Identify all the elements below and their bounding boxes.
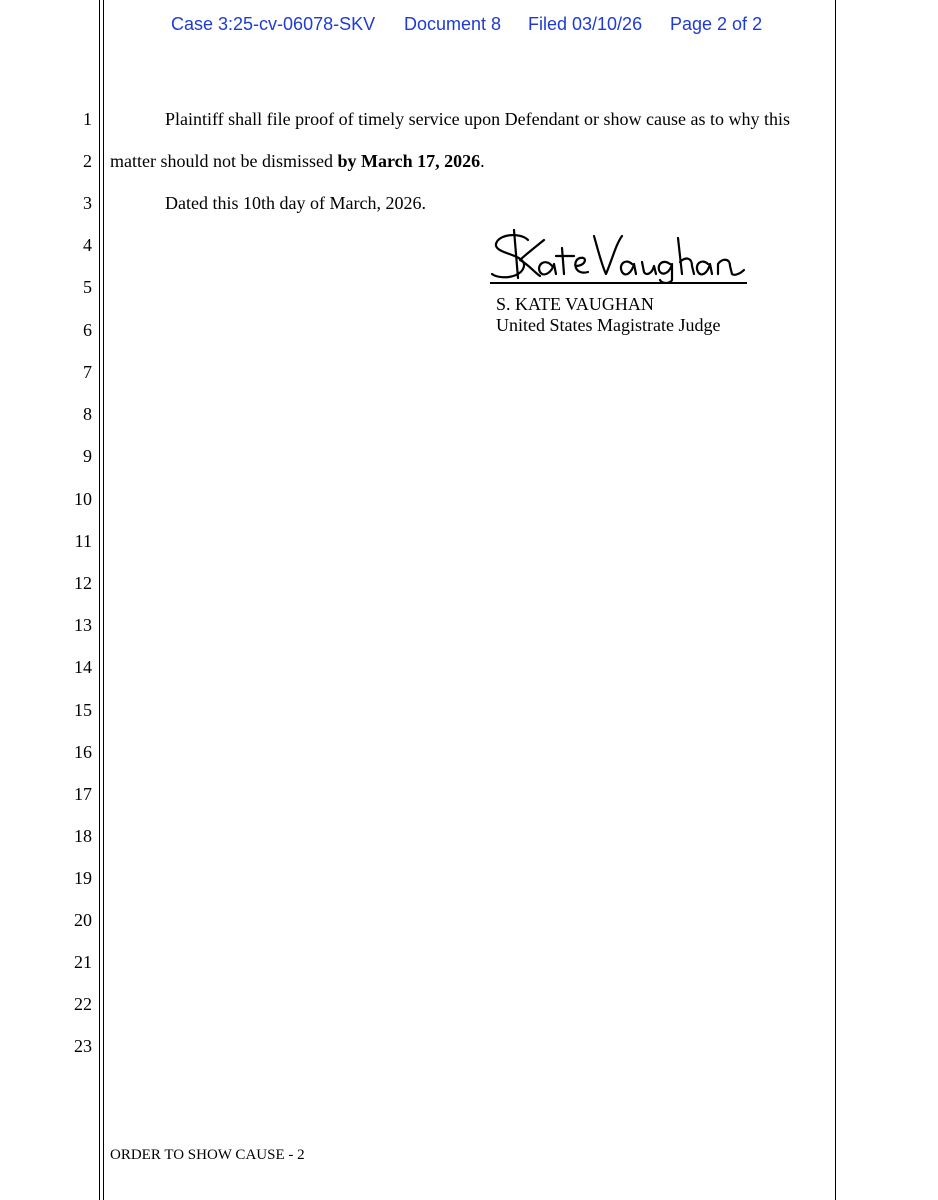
judge-name: S. KATE VAUGHAN [496, 294, 654, 314]
dated-line: Dated this 10th day of March, 2026. [165, 193, 426, 213]
order-paragraph-line-1: Plaintiff shall file proof of timely service upon Defendant or show cause as to why this [165, 109, 791, 129]
ecf-page-count: Page 2 of 2 [670, 14, 763, 34]
signature-line [490, 282, 747, 284]
left-margin-rule-outer [99, 0, 100, 1200]
deadline-date: by March 17, 2026 [337, 151, 481, 171]
line-number: 14 [74, 657, 92, 677]
order-text-period: . [480, 151, 485, 171]
line-number: 9 [83, 446, 92, 466]
line-number: 19 [74, 868, 92, 888]
line-number: 22 [74, 994, 92, 1014]
handwritten-signature [490, 226, 752, 284]
signature-block [490, 226, 760, 335]
line-number: 20 [74, 910, 92, 930]
line-number: 16 [74, 742, 92, 762]
line-number: 1 [83, 109, 92, 129]
line-number: 17 [74, 784, 92, 804]
ecf-case-number: Case 3:25-cv-06078-SKV [171, 14, 376, 34]
line-number: 12 [74, 573, 92, 593]
order-text: matter should not be dismissed [110, 151, 338, 171]
line-number: 18 [74, 826, 92, 846]
pleading-line-numbers [0, 0, 92, 1200]
ecf-filed-date: Filed 03/10/26 [528, 14, 643, 34]
line-number: 7 [83, 362, 92, 382]
line-number: 15 [74, 700, 92, 720]
judge-title: United States Magistrate Judge [496, 315, 721, 335]
line-number: 11 [74, 531, 92, 551]
line-number: 2 [83, 151, 92, 171]
line-number: 13 [74, 615, 92, 635]
line-number: 6 [83, 320, 92, 340]
footer-document-title: ORDER TO SHOW CAUSE - 2 [110, 1147, 305, 1163]
order-paragraph-line-2 [110, 150, 485, 172]
right-margin-rule [835, 0, 836, 1200]
line-number: 5 [83, 277, 92, 297]
line-number: 4 [83, 235, 92, 255]
line-number: 8 [83, 404, 92, 424]
ecf-header [0, 14, 938, 40]
ecf-document-number: Document 8 [404, 14, 502, 34]
line-number: 3 [83, 193, 92, 213]
line-number: 10 [74, 489, 92, 509]
line-number: 23 [74, 1036, 92, 1056]
line-number: 21 [74, 952, 92, 972]
left-margin-rule-inner [103, 0, 104, 1200]
